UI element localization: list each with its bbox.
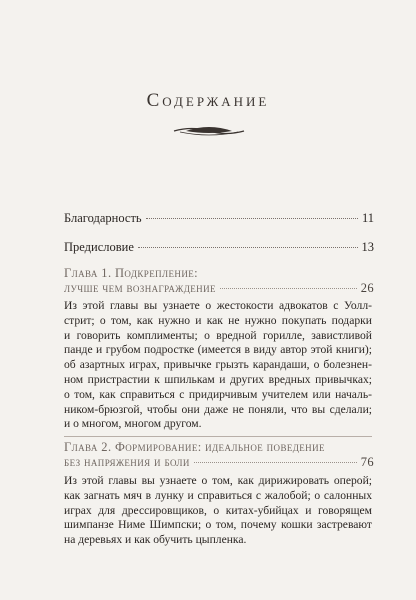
dot-leader [220,288,357,289]
description-line: Из этой главы вы узнаете о том, как дирижировать оперой; [64,474,372,487]
description-line: и о многом, многом другом. [64,417,202,431]
chapter-1-description [64,299,372,432]
toc-entry-page: 11 [361,211,374,225]
section-divider [64,436,372,437]
chapter-2-description [64,474,372,548]
chapter-heading-line: без напряжения и боли [64,455,190,469]
chapter-heading-line: Глава 1. Подкрепление: [64,266,198,280]
description-line: как загнать мяч в лунку и справиться с жалобой; о салонных [64,488,372,502]
chapter-heading-line: лучше чем вознаграждение [64,281,216,295]
description-line: стрит; о том, как нужно и как не нужно покупать подарки [64,313,372,327]
chapter-page: 76 [360,455,374,469]
toc-entry-label: Предисловие [64,240,134,254]
chapter-2-heading [64,440,374,470]
description-line: Из этой главы вы узнаете о жестокости адвокатов с Уолл- [64,299,372,312]
chapter-heading-line: Глава 2. Формирование: идеальное поведение [64,440,325,454]
description-line: ником-брюзгой, чтобы они даже не поняли, что вы сделали; [64,402,372,416]
description-line: на деревьях и как обучить цыпленка. [64,533,247,547]
dot-leader [194,462,357,463]
dot-leader [146,218,358,219]
toc-entry-preface [64,240,374,255]
description-line: об азартных играх, привычке грызть карандаши, о болезнен- [64,358,372,372]
description-line: и говорить комплименты; о вредной горилле, завистливой [64,328,372,342]
description-line: ном пристрастии к шпилькам и других вредных привычках; [64,372,372,386]
ornament-divider [172,124,246,138]
chapter-1-heading [64,266,374,296]
description-line: шимпанзе Ниме Шимпски; о том, почему кошки застревают [64,518,372,532]
description-line: играх для дрессировщиков, о китах-убийцах и говорящем [64,503,372,517]
description-line: о том, как справиться с придирчивым учителем или началь- [64,387,372,401]
toc-entry-page: 13 [361,240,374,254]
dot-leader [138,247,358,248]
page-title: Содержание [146,90,270,111]
description-line: панде и грубом подростке (имеется в виду автор этой книги); [64,343,372,357]
toc-entry-acknowledgements [64,211,374,226]
chapter-page: 26 [360,281,374,295]
toc-entry-label: Благодарность [64,211,142,225]
